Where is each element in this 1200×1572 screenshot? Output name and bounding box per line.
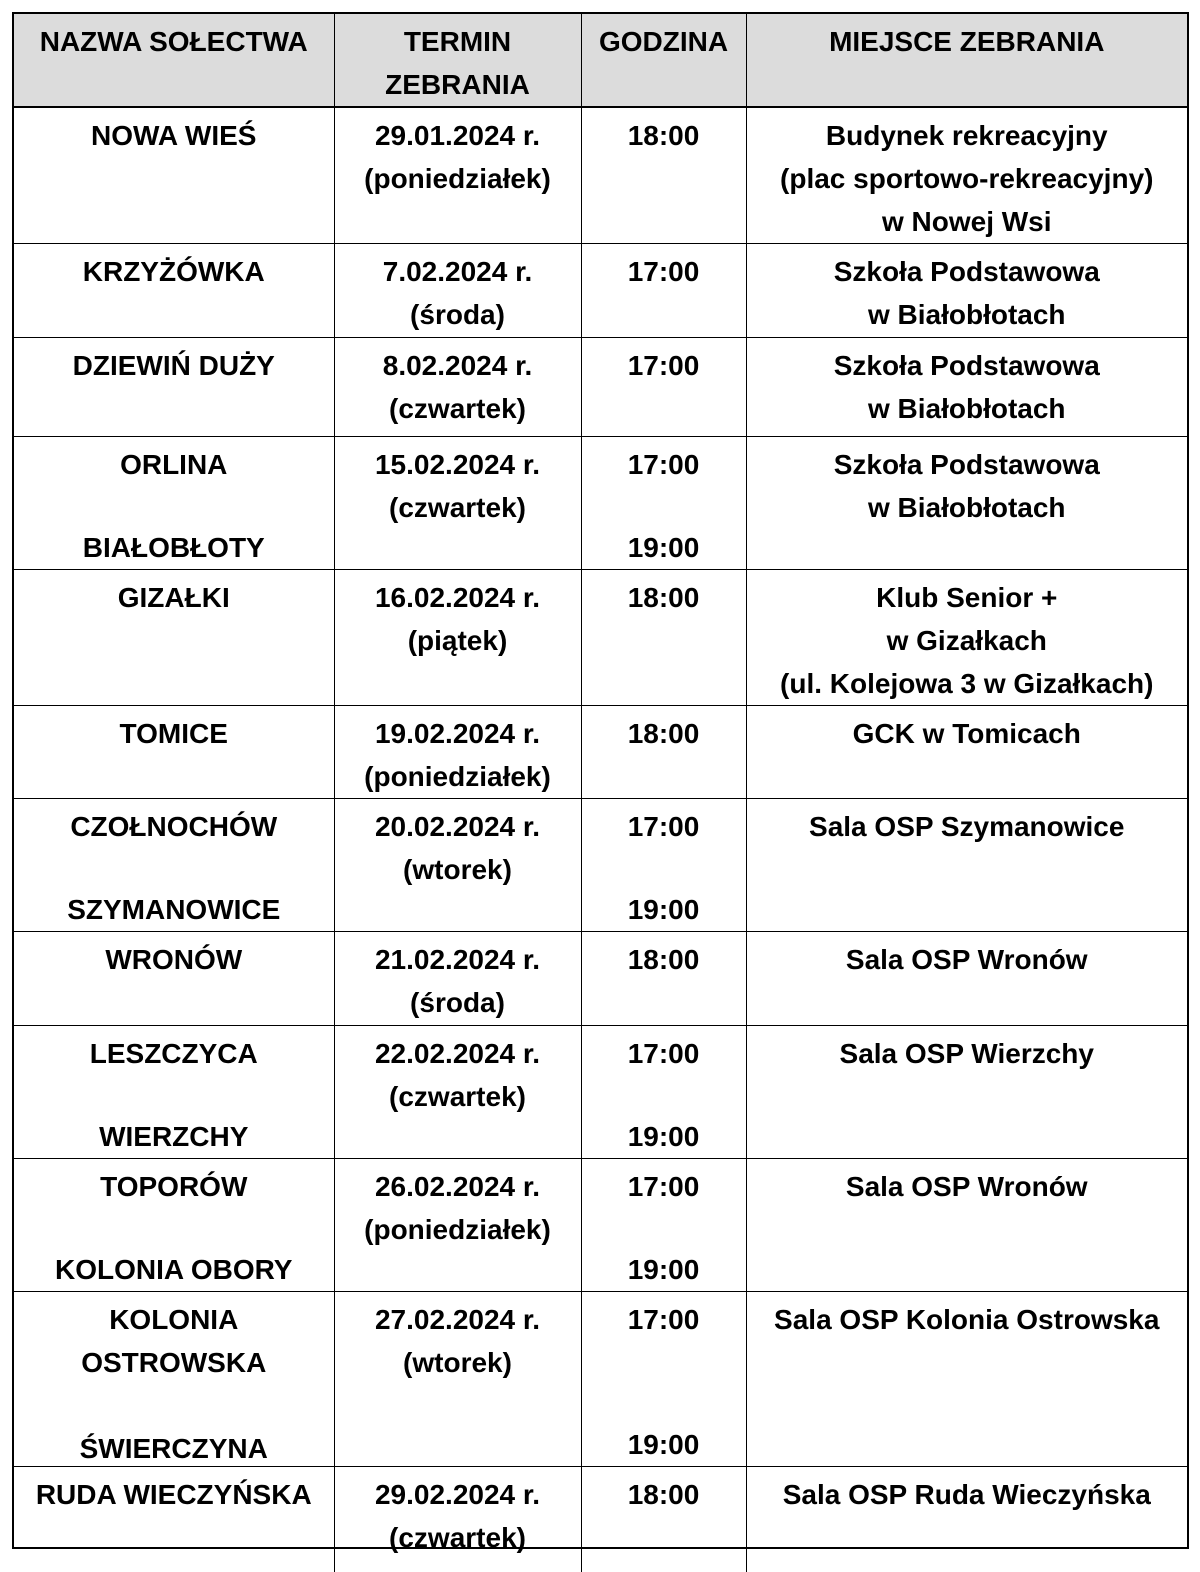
meeting-time: 18:00 bbox=[627, 120, 700, 151]
table-row bbox=[14, 244, 1187, 338]
meeting-schedule-table bbox=[14, 14, 1187, 1572]
meeting-time-cell bbox=[581, 338, 746, 437]
table-row bbox=[14, 1292, 1187, 1467]
meeting-time-cell bbox=[581, 244, 746, 338]
meeting-date: 21.02.2024 r. bbox=[374, 944, 541, 975]
table-row bbox=[14, 107, 1187, 244]
village-name: OSTROWSKA bbox=[81, 1347, 267, 1378]
meeting-time bbox=[586, 1361, 742, 1404]
meeting-place: Sala OSP Kolonia Ostrowska bbox=[774, 1304, 1160, 1335]
meeting-time: 17:00 bbox=[627, 449, 700, 480]
schedule-body bbox=[14, 107, 1187, 1572]
meeting-place: Budynek rekreacyjny bbox=[825, 120, 1108, 151]
village-name: KOLONIA bbox=[109, 1304, 239, 1335]
meeting-date: 27.02.2024 r. bbox=[374, 1304, 541, 1335]
meeting-time: 19:00 bbox=[627, 1121, 700, 1152]
village-name-cell bbox=[14, 1026, 334, 1159]
meeting-time-cell bbox=[581, 1292, 746, 1467]
meeting-date: 20.02.2024 r. bbox=[374, 811, 541, 842]
meeting-place-cell bbox=[746, 932, 1187, 1026]
village-name: LESZCZYCA bbox=[89, 1038, 258, 1069]
village-name: TOMICE bbox=[119, 718, 228, 749]
meeting-place: Sala OSP Wierzchy bbox=[839, 1038, 1094, 1069]
meeting-time: 17:00 bbox=[627, 1171, 700, 1202]
meeting-time-cell bbox=[581, 799, 746, 932]
table-row bbox=[14, 437, 1187, 570]
meeting-time-cell bbox=[581, 1467, 746, 1572]
meeting-place: (plac sportowo-rekreacyjny) bbox=[780, 163, 1154, 194]
meeting-date: 7.02.2024 r. bbox=[382, 256, 533, 287]
village-name: GIZAŁKI bbox=[117, 582, 230, 613]
meeting-time-cell bbox=[581, 570, 746, 706]
village-name: WRONÓW bbox=[105, 944, 243, 975]
meeting-date-cell bbox=[334, 338, 581, 437]
meeting-time: 17:00 bbox=[627, 350, 700, 381]
village-name bbox=[18, 1384, 330, 1427]
meeting-weekday: (czwartek) bbox=[389, 1522, 526, 1553]
village-name-cell bbox=[14, 932, 334, 1026]
meeting-place-cell bbox=[746, 799, 1187, 932]
meeting-place-cell bbox=[746, 244, 1187, 338]
meeting-time: 19:00 bbox=[627, 1429, 700, 1460]
meeting-time: 17:00 bbox=[627, 1038, 700, 1069]
meeting-date-cell bbox=[334, 1467, 581, 1572]
header-village: NAZWA SOŁECTWA bbox=[14, 14, 334, 107]
meeting-place-cell bbox=[746, 706, 1187, 799]
table-row bbox=[14, 1467, 1187, 1572]
village-name-cell bbox=[14, 1159, 334, 1292]
meeting-place: Sala OSP Ruda Wieczyńska bbox=[782, 1479, 1151, 1510]
meeting-place-cell bbox=[746, 1467, 1187, 1572]
table-row bbox=[14, 932, 1187, 1026]
village-name-cell bbox=[14, 1292, 334, 1467]
meeting-time: 17:00 bbox=[627, 256, 700, 287]
meeting-place: Szkoła Podstawowa bbox=[833, 449, 1100, 480]
village-name: RUDA WIECZYŃSKA bbox=[35, 1479, 312, 1510]
table-row bbox=[14, 1159, 1187, 1292]
table-row bbox=[14, 1026, 1187, 1159]
meeting-time: 17:00 bbox=[627, 811, 700, 842]
village-name: KOLONIA OBORY bbox=[55, 1254, 293, 1285]
meeting-weekday: (poniedziałek) bbox=[364, 761, 551, 792]
meeting-place: w Gizałkach bbox=[886, 625, 1047, 656]
meeting-date-cell bbox=[334, 107, 581, 244]
meeting-date-cell bbox=[334, 437, 581, 570]
meeting-time-cell bbox=[581, 932, 746, 1026]
meeting-weekday: (czwartek) bbox=[389, 492, 526, 523]
village-name: DZIEWIŃ DUŻY bbox=[72, 350, 275, 381]
meeting-time: 18:00 bbox=[627, 582, 700, 613]
meeting-time-cell bbox=[581, 1026, 746, 1159]
meeting-date: 29.02.2024 r. bbox=[374, 1479, 541, 1510]
meeting-weekday: (piątek) bbox=[407, 625, 508, 656]
header-time: GODZINA bbox=[581, 14, 746, 107]
meeting-place: Sala OSP Szymanowice bbox=[809, 811, 1125, 842]
meeting-date-cell bbox=[334, 706, 581, 799]
village-name-cell bbox=[14, 799, 334, 932]
meeting-date-cell bbox=[334, 570, 581, 706]
header-place: MIEJSCE ZEBRANIA bbox=[746, 14, 1187, 107]
meeting-time-cell bbox=[581, 706, 746, 799]
meeting-place-cell bbox=[746, 437, 1187, 570]
meeting-weekday: (czwartek) bbox=[389, 1081, 526, 1112]
village-name-cell bbox=[14, 338, 334, 437]
schedule-document bbox=[12, 12, 1189, 1553]
meeting-date-cell bbox=[334, 1292, 581, 1467]
meeting-place: GCK w Tomicach bbox=[852, 718, 1081, 749]
meeting-place: Sala OSP Wronów bbox=[845, 944, 1088, 975]
village-name-cell bbox=[14, 706, 334, 799]
meeting-weekday: (środa) bbox=[410, 987, 505, 1018]
table-row bbox=[14, 570, 1187, 706]
meeting-date-cell bbox=[334, 1159, 581, 1292]
meeting-place: w Białobłotach bbox=[867, 393, 1066, 424]
meeting-time-cell bbox=[581, 107, 746, 244]
village-name: ORLINA bbox=[120, 449, 228, 480]
meeting-place-cell bbox=[746, 570, 1187, 706]
meeting-weekday: (czwartek) bbox=[389, 393, 526, 424]
meeting-time: 18:00 bbox=[627, 1479, 700, 1510]
meeting-date: 22.02.2024 r. bbox=[374, 1038, 541, 1069]
meeting-time: 19:00 bbox=[627, 532, 700, 563]
village-name-cell bbox=[14, 1467, 334, 1572]
meeting-place: w Białobłotach bbox=[867, 299, 1066, 330]
meeting-place: w Białobłotach bbox=[867, 492, 1066, 523]
table-row bbox=[14, 799, 1187, 932]
meeting-place: Szkoła Podstawowa bbox=[833, 256, 1100, 287]
meeting-date: 16.02.2024 r. bbox=[374, 582, 541, 613]
meeting-date-cell bbox=[334, 932, 581, 1026]
meeting-time: 19:00 bbox=[627, 1254, 700, 1285]
meeting-place: Klub Senior + bbox=[876, 582, 1058, 613]
meeting-weekday: (wtorek) bbox=[403, 854, 512, 885]
meeting-place: w Nowej Wsi bbox=[881, 206, 1052, 237]
meeting-time-cell bbox=[581, 437, 746, 570]
village-name: KRZYŻÓWKA bbox=[82, 256, 265, 287]
meeting-place-cell bbox=[746, 338, 1187, 437]
table-row bbox=[14, 338, 1187, 437]
meeting-place-cell bbox=[746, 1159, 1187, 1292]
table-row bbox=[14, 706, 1187, 799]
meeting-time: 17:00 bbox=[627, 1304, 700, 1335]
meeting-place-cell bbox=[746, 107, 1187, 244]
village-name: NOWA WIEŚ bbox=[91, 120, 257, 151]
meeting-date: 8.02.2024 r. bbox=[382, 350, 533, 381]
meeting-date: 29.01.2024 r. bbox=[374, 120, 541, 151]
meeting-weekday: (poniedziałek) bbox=[364, 163, 551, 194]
village-name-cell bbox=[14, 244, 334, 338]
village-name: TOPORÓW bbox=[100, 1171, 248, 1202]
meeting-date-cell bbox=[334, 799, 581, 932]
meeting-weekday: (wtorek) bbox=[403, 1347, 512, 1378]
header-row bbox=[14, 14, 1187, 107]
village-name: ŚWIERCZYNA bbox=[79, 1433, 268, 1464]
meeting-weekday: (środa) bbox=[410, 299, 505, 330]
village-name: CZOŁNOCHÓW bbox=[70, 811, 278, 842]
meeting-date: 26.02.2024 r. bbox=[374, 1171, 541, 1202]
meeting-time: 18:00 bbox=[627, 944, 700, 975]
meeting-place: Szkoła Podstawowa bbox=[833, 350, 1100, 381]
meeting-weekday: (poniedziałek) bbox=[364, 1214, 551, 1245]
meeting-time: 19:00 bbox=[627, 894, 700, 925]
header-date: TERMIN ZEBRANIA bbox=[334, 14, 581, 107]
meeting-time-cell bbox=[581, 1159, 746, 1292]
meeting-place: (ul. Kolejowa 3 w Gizałkach) bbox=[780, 668, 1154, 699]
meeting-date: 19.02.2024 r. bbox=[374, 718, 541, 749]
meeting-place: Sala OSP Wronów bbox=[845, 1171, 1088, 1202]
village-name-cell bbox=[14, 107, 334, 244]
village-name-cell bbox=[14, 437, 334, 570]
village-name: SZYMANOWICE bbox=[67, 894, 281, 925]
meeting-time: 18:00 bbox=[627, 718, 700, 749]
village-name: WIERZCHY bbox=[99, 1121, 249, 1152]
meeting-date-cell bbox=[334, 244, 581, 338]
meeting-date: 15.02.2024 r. bbox=[374, 449, 541, 480]
meeting-place-cell bbox=[746, 1292, 1187, 1467]
meeting-date-cell bbox=[334, 1026, 581, 1159]
village-name-cell bbox=[14, 570, 334, 706]
village-name: BIAŁOBŁOTY bbox=[82, 532, 265, 563]
meeting-place-cell bbox=[746, 1026, 1187, 1159]
